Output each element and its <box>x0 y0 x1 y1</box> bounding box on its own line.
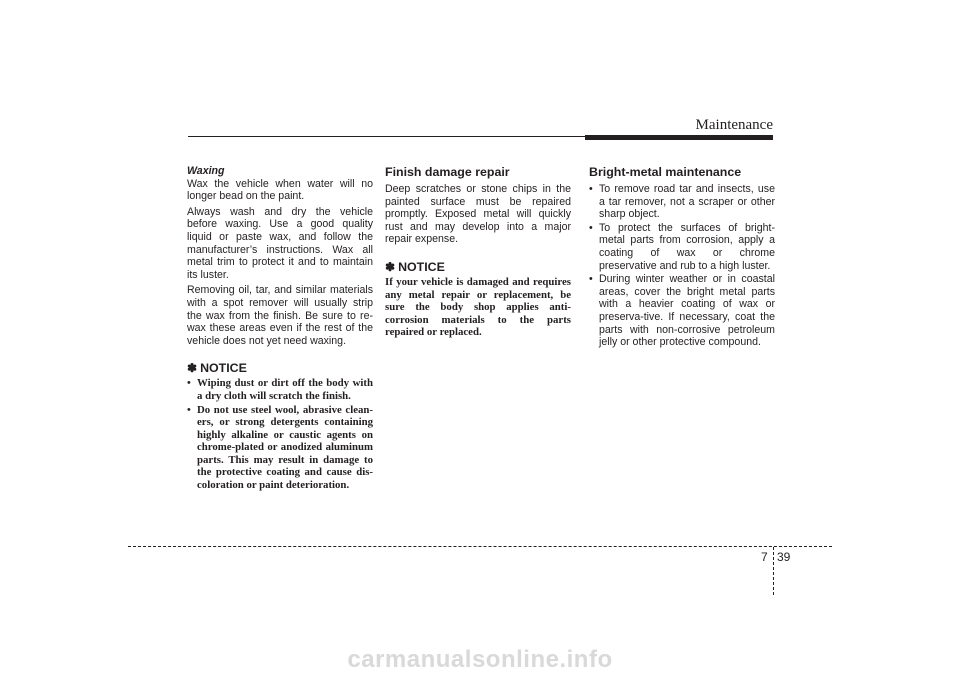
list-item-text: To protect the surfaces of bright-metal parts from corrosion, apply a coating of wax or chrome preservative and rub to a high luster. <box>599 221 775 272</box>
list-item-text: Do not use steel wool, abrasive clean-ers, or strong detergents containing highly alkaline or caustic agents on chrome-plated or anodized aluminum parts. This may result in damage to the protective coating and cause dis-coloration or paint deterioration. <box>197 403 373 492</box>
page-number: 39 <box>777 550 791 564</box>
column-waxing <box>187 165 373 493</box>
list-item <box>187 377 373 402</box>
list-item <box>187 404 373 492</box>
notice-mark-icon: ✽ <box>385 259 396 274</box>
bullet-icon: • <box>187 377 191 390</box>
chapter-number: 7 <box>761 550 768 564</box>
finish-notice-heading <box>385 260 571 274</box>
section-title: Maintenance <box>695 117 773 133</box>
column-bright-metal <box>589 165 775 350</box>
list-item <box>589 183 775 221</box>
bullet-icon: • <box>589 221 593 234</box>
notice-title: NOTICE <box>200 361 247 376</box>
header-rule-thick <box>585 135 773 140</box>
bullet-icon: • <box>187 403 191 416</box>
list-item-text: Wiping dust or dirt off the body with a dry cloth will scratch the finish. <box>197 377 373 402</box>
finish-notice-text: If your vehicle is damaged and requires any metal repair or replacement, be sure the body shop applies anti-corrosion materials to the parts repaired or replaced. <box>385 275 571 339</box>
bright-metal-heading: Bright-metal maintenance <box>589 165 742 179</box>
column-finish-damage <box>385 165 571 339</box>
footer-rule <box>128 546 832 547</box>
notice-title: NOTICE <box>398 259 445 274</box>
header-rule <box>188 135 773 138</box>
waxing-notice-heading <box>187 361 373 375</box>
header-rule-thin <box>188 136 588 137</box>
list-item <box>589 222 775 272</box>
page-number-separator <box>773 547 774 595</box>
waxing-subheading: Waxing <box>187 165 225 177</box>
waxing-paragraph-3: Removing oil, tar, and similar materials with a spot remover will usually strip the wax from the finish. Be sure to re-wax these areas even if the rest of the vehicle does not yet need waxing. <box>187 284 373 347</box>
notice-mark-icon: ✽ <box>187 361 198 376</box>
waxing-paragraph-1: Wax the vehicle when water will no longer bead on the paint. <box>187 177 373 203</box>
list-item-text: During winter weather or in coastal areas, cover the bright metal parts with a heavier coating of wax or preserva-tive. If necessary, coat the parts with non-corrosive petroleum jelly or other protective compound. <box>599 273 775 349</box>
bullet-icon: • <box>589 183 593 195</box>
bullet-icon: • <box>589 273 593 286</box>
finish-damage-paragraph: Deep scratches or stone chips in the painted surface must be repaired promptly. Exposed metal will quickly rust and may develop into a major repair expense. <box>385 183 571 246</box>
bright-metal-list <box>589 183 775 349</box>
waxing-notice-list <box>187 377 373 491</box>
list-item <box>589 273 775 349</box>
list-item-text: To remove road tar and insects, use a tar remover, not a scraper or other sharp object. <box>599 183 775 221</box>
watermark: carmanualsonline.info <box>347 646 613 673</box>
waxing-paragraph-2: Always wash and dry the vehicle before waxing. Use a good quality liquid or paste wax, and follow the manufacturer’s instructions. Wax all metal trim to protect it and to maintain its luster. <box>187 205 373 281</box>
finish-damage-heading: Finish damage repair <box>385 165 510 179</box>
